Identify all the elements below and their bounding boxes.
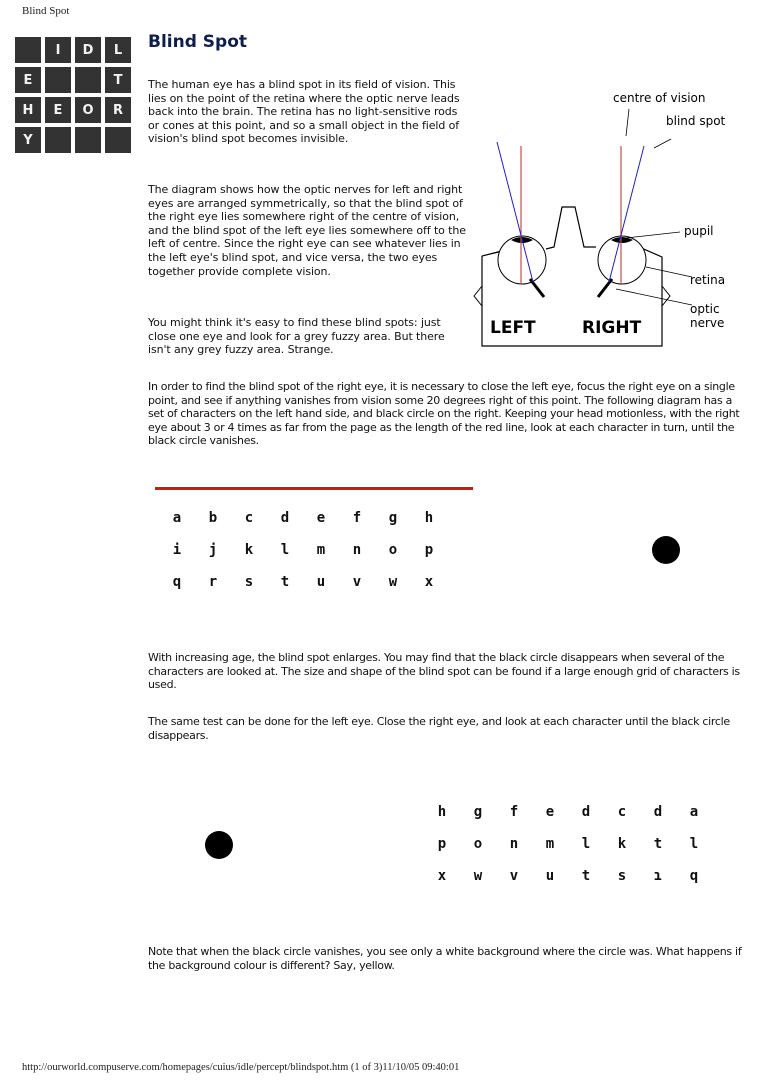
test-character: g (473, 804, 483, 820)
test-character: a (689, 804, 699, 820)
left-eye (498, 236, 546, 284)
test-character: u (316, 574, 326, 590)
test-character: b (208, 510, 218, 526)
logo-cell: I (45, 37, 71, 63)
idle-theory-logo[interactable] (15, 37, 131, 153)
test-character: q (172, 574, 182, 590)
label-centre-of-vision: centre of vision (613, 91, 706, 105)
test-character: w (473, 868, 483, 884)
test-character: p (437, 836, 447, 852)
right-optic-nerve (598, 279, 612, 297)
test-character: o (388, 542, 398, 558)
logo-cell (75, 127, 101, 153)
paragraph-grey-area: You might think it's easy to find these blind spots: just close one eye and look for a grey fuzzy area. But there isn't any grey fuzzy area. Strange. (148, 316, 445, 357)
label-left: LEFT (490, 318, 536, 338)
test-character: x (437, 868, 447, 884)
logo-cell (45, 67, 71, 93)
label-right: RIGHT (582, 318, 642, 338)
test-character: d (280, 510, 290, 526)
right-eye-character-grid (159, 502, 447, 598)
test-character: f (352, 510, 362, 526)
test-character: l (280, 542, 290, 558)
page-footer-url: http://ourworld.compuserve.com/homepages/cuius/idle/percept/blindspot.htm (1 of 3)11/10/05 09:40:01 (22, 1062, 460, 1073)
logo-cell: Y (15, 127, 41, 153)
logo-cell: D (75, 37, 101, 63)
logo-cell: L (105, 37, 131, 63)
page-title: Blind Spot (148, 32, 248, 52)
paragraph-age: With increasing age, the blind spot enlarges. You may find that the black circle disappears when several of the characters are looked at. The size and shape of the blind spot can be found if a large enough grid of characters is used. (148, 651, 740, 692)
test-character: f (509, 804, 519, 820)
paragraph-right-eye-instructions: In order to find the blind spot of the right eye, it is necessary to close the left eye, focus the right eye on a single point, and see if anything vanishes from vision some 20 degrees right of this point. The following diagram has a set of characters on the left hand side, and black circle on the right. Keeping your head motionless, with the right eye about 3 or 4 times as far from the page as the length of the red line, look at each character in turn, until the black circle vanishes. (148, 380, 740, 448)
page-header-title: Blind Spot (22, 5, 70, 17)
right-eye-black-circle (652, 536, 680, 564)
test-character: c (617, 804, 627, 820)
test-character: j (208, 542, 218, 558)
label-optic: optic (690, 302, 720, 316)
left-eye-black-circle (205, 831, 233, 859)
blind-spot-pointer (654, 139, 671, 148)
logo-cell: H (15, 97, 41, 123)
logo-cell (15, 37, 41, 63)
test-character: m (545, 836, 555, 852)
paragraph-background-note: Note that when the black circle vanishes, you see only a white background where the circle was. What happens if the background colour is different? Say, yellow. (148, 945, 742, 972)
label-blind-spot: blind spot (666, 114, 726, 128)
left-optic-nerve (530, 279, 544, 297)
test-character: q (689, 868, 699, 884)
test-character: o (473, 836, 483, 852)
test-character: t (653, 836, 663, 852)
test-character: ɿ (653, 868, 663, 884)
paragraph-left-eye-instructions: The same test can be done for the left eye. Close the right eye, and look at each character until the black circle disappears. (148, 715, 730, 742)
test-character: a (172, 510, 182, 526)
left-ear (474, 286, 482, 306)
test-character: x (424, 574, 434, 590)
logo-cell: R (105, 97, 131, 123)
test-character: v (509, 868, 519, 884)
test-character: h (424, 510, 434, 526)
test-character: n (509, 836, 519, 852)
optic-nerve-pointer (616, 289, 692, 305)
test-character: u (545, 868, 555, 884)
test-character: k (617, 836, 627, 852)
paragraph-diagram-explanation: The diagram shows how the optic nerves for left and right eyes are arranged symmetrically, so that the blind spot of the right eye lies somewhere right of the centre of vision, and the blind spot of the left eye lies somewhere off to the left of centre. Since the right eye can see whatever lies in the left eye's blind spot, and vice versa, the two eyes together provide complete vision. (148, 183, 466, 278)
test-character: r (208, 574, 218, 590)
logo-cell: E (45, 97, 71, 123)
test-character: e (545, 804, 555, 820)
retina-pointer (646, 267, 692, 277)
test-character: s (617, 868, 627, 884)
test-character: s (244, 574, 254, 590)
test-character: h (437, 804, 447, 820)
logo-cell: T (105, 67, 131, 93)
test-character: p (424, 542, 434, 558)
test-character: k (244, 542, 254, 558)
logo-cell (105, 127, 131, 153)
test-character: c (244, 510, 254, 526)
logo-cell (75, 67, 101, 93)
paragraph-intro: The human eye has a blind spot in its field of vision. This lies on the point of the retina where the optic nerve leads back into the brain. The retina has no light-sensitive rods or cones at this point, and so a small object in the field of vision's blind spot becomes invisible. (148, 78, 460, 146)
label-retina: retina (690, 273, 726, 287)
test-character: l (689, 836, 699, 852)
eye-diagram (466, 84, 746, 354)
logo-cell (45, 127, 71, 153)
red-reference-line (155, 487, 473, 490)
label-pupil: pupil (684, 224, 714, 238)
right-eye (598, 236, 646, 284)
left-eye-character-grid (424, 796, 712, 892)
test-character: e (316, 510, 326, 526)
test-character: t (581, 868, 591, 884)
test-character: i (172, 542, 182, 558)
test-character: m (316, 542, 326, 558)
nose-outline (546, 207, 596, 249)
logo-cell: E (15, 67, 41, 93)
test-character: w (388, 574, 398, 590)
centre-pointer (626, 109, 629, 136)
test-character: t (280, 574, 290, 590)
label-nerve: nerve (690, 316, 725, 330)
test-character: g (388, 510, 398, 526)
pupil-pointer (626, 232, 680, 238)
test-character: l (581, 836, 591, 852)
test-character: d (581, 804, 591, 820)
test-character: v (352, 574, 362, 590)
right-ear (662, 286, 670, 306)
logo-cell: O (75, 97, 101, 123)
test-character: d (653, 804, 663, 820)
test-character: n (352, 542, 362, 558)
